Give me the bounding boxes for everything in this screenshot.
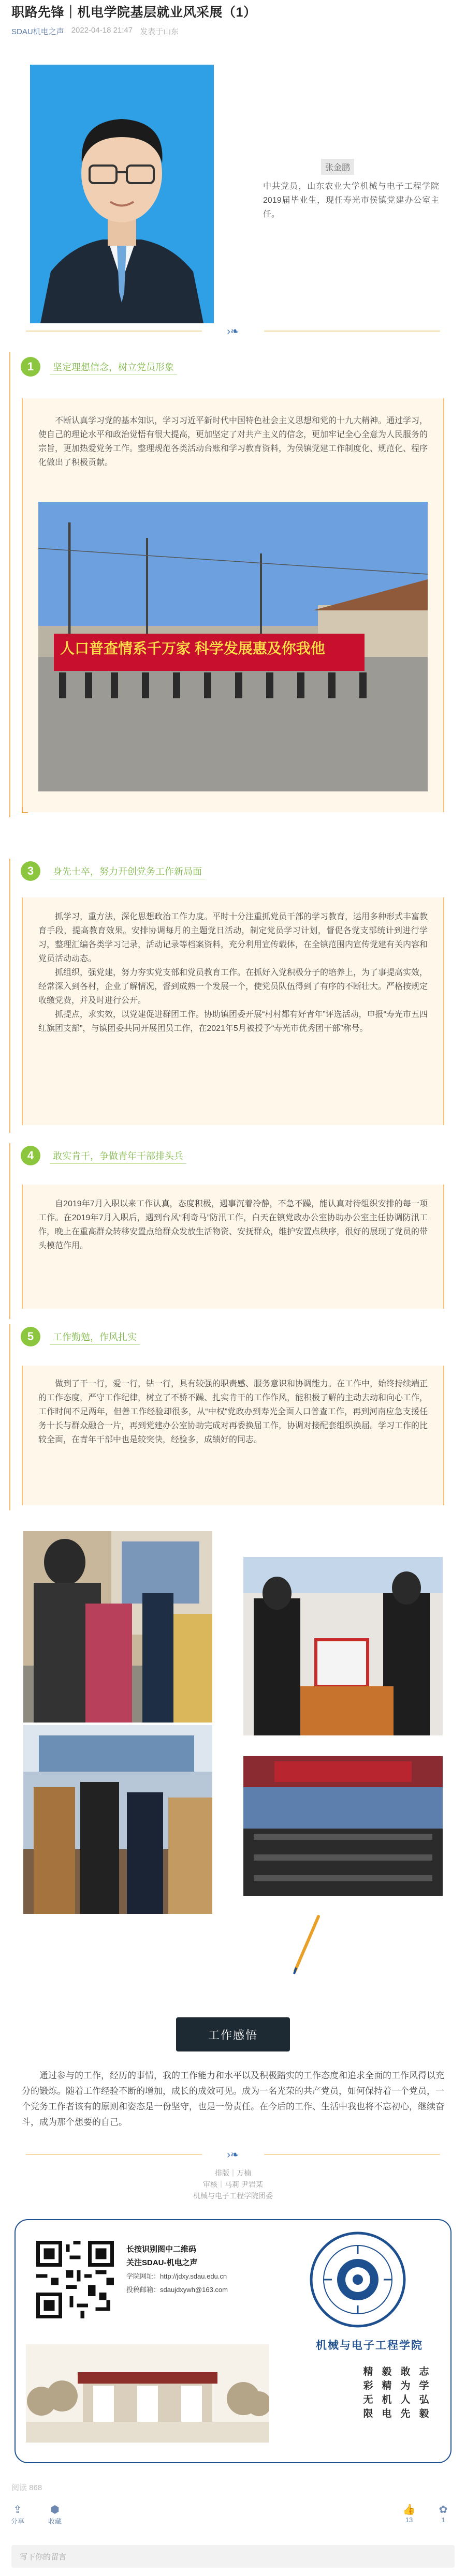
section-header-1 — [21, 357, 177, 377]
section-header-4 — [21, 1146, 186, 1165]
section-number: 5 — [21, 1327, 40, 1346]
section-header-5 — [21, 1327, 140, 1346]
section-paragraph: 抓学习，重方法，深化思想政治工作力度。平时十分注重抓党员干部的学习教育，运用多种形式丰富教育手段，提高教育效果。安排协调每月的主题党日活动，制定党员学习计划，督促各党支部统计到进行学习，整理汇编各类学习记录，活动记录等档案资料，充分利用宣传载体，在全镇范围内宣传党建有关内容和党员活动动态。 — [38, 912, 428, 963]
article-title: 职路先锋｜机电学院基层就业风采展（1） — [11, 5, 257, 20]
submission-email[interactable]: 投稿邮箱：sdaujdxywh@163.com — [126, 2286, 228, 2294]
section-label: 坚定理想信念，树立党员形象 — [50, 359, 177, 375]
section-label: 身先士卒，努力开创党务工作新局面 — [50, 863, 205, 879]
qr-code-icon[interactable] — [36, 2241, 114, 2318]
publish-datetime: 2022-04-18 21:47 — [71, 26, 133, 35]
leaf-icon: ›❧ — [227, 325, 239, 337]
qr-follow: 关注SDAU-机电之声 — [126, 2258, 198, 2267]
section-label: 工作勤勉，作风扎实 — [50, 1329, 140, 1345]
slogan-vertical-2: 敢为人先 — [400, 2367, 411, 2419]
section-card-4 — [22, 1185, 444, 1309]
section-paragraph: 自2019年7月入职以来工作认真，态度积极，遇事沉着冷静，不急不躁，能认真对待组织安排的每一项工作。在2019年7月入职后，遇到台风“利奇马”防汛工作，白天在镇党政办公室协助办公室主任协调防汛工作，晚上在重高群众转移安置点给群众发放生活物资、安抚群众，维护安置点秩序，很好的展现了党员的带头模范作用。 — [38, 1200, 428, 1250]
section-card-1 — [22, 398, 444, 812]
collage-photo-office — [23, 1725, 212, 1914]
section-paragraph: 抓提点，求实效，以党建促进群团工作。协助镇团委开展“村村都有好青年”评选活动，申报“寿光市五四红旗团支部”，与镇团委共同开展团员工作，在2021年5月被授予“寿光市优秀团干部”称号。 — [38, 1010, 428, 1033]
profile-name: 张金鹏 — [321, 159, 354, 175]
college-name: 机械与电子工程学院 — [316, 2340, 423, 2352]
college-footer-card — [14, 2219, 452, 2463]
college-seal-logo — [309, 2230, 407, 2329]
publish-location: 发表于山东 — [140, 27, 179, 36]
bottom-action-bar — [0, 2504, 466, 2535]
divider-ornament — [0, 2141, 466, 2167]
section-label: 敢实肯干，争做青年干部排头兵 — [50, 1148, 186, 1164]
share-button[interactable] — [2, 2504, 33, 2526]
section-paragraph: 抓组织，强党建，努力夯实党支部和党员教育工作。在抓好入党积极分子的培养上，为了事提高实效，经常深入到各村，企业了解情况，督到成熟一个发展一个，使党员队伍得到了有序的不断壮大。严格按规定收缴党费，并及时进行公开。 — [38, 968, 428, 1005]
college-website[interactable]: 学院网址：http://jdxy.sdau.edu.cn — [126, 2272, 227, 2280]
credits — [0, 2167, 466, 2201]
account-name[interactable]: SDAU机电之声 — [11, 27, 64, 36]
slogan-vertical-1: 志学弘毅 — [419, 2367, 429, 2419]
favorite-button[interactable] — [39, 2504, 70, 2526]
campus-gate-illustration — [26, 2344, 269, 2443]
article-meta — [11, 26, 179, 37]
divider-ornament — [0, 318, 466, 344]
section-card-3 — [22, 897, 444, 1125]
comment-input[interactable]: 写下你的留言 — [11, 2545, 455, 2568]
like-count: 13 — [405, 2516, 413, 2524]
wow-count: 1 — [441, 2516, 445, 2524]
section-header-3 — [21, 861, 205, 881]
profile-intro: 中共党员，山东农业大学机械与电子工程学院2019届毕业生，现任寿光市侯镇党建办公室主任。 — [263, 182, 439, 219]
census-photo — [38, 502, 428, 791]
section-number: 3 — [21, 861, 40, 881]
read-count: 阅读 868 — [11, 2483, 42, 2492]
section-card-5 — [22, 1366, 444, 1505]
favorite-label: 收藏 — [48, 2518, 62, 2525]
slogan-vertical-3: 毅精机电 — [382, 2367, 392, 2419]
slogan-vertical-4: 精彩无限 — [363, 2367, 373, 2419]
collage-photo-donation — [243, 1557, 443, 1735]
section-number: 4 — [21, 1146, 40, 1165]
credit-layout: 排版｜万楠 — [215, 2169, 251, 2177]
wow-button[interactable] — [428, 2504, 459, 2524]
feeling-text: 通过参与的工作，经历的事情，我的工作能力和水平以及积极踏实的工作态度和追求全面的工作风得以充分的锻炼。随着工作经验不断的增加，成长的成效可见。成为一名光荣的共产党员，如何保持着一个党员，一个党务工作者该有的原则和姿态是一份坚守，也是一份责任。在今后的工作、生活中我也将不忘初心，继续奋斗，成为那个想要的自己。 — [22, 2071, 444, 2127]
cube-icon: ⬢ — [50, 2504, 60, 2515]
like-button[interactable] — [394, 2504, 425, 2524]
collage-photo-census-visit — [23, 1531, 212, 1723]
feeling-tag: 工作感悟 — [176, 2017, 290, 2051]
qr-info — [126, 2243, 228, 2297]
pen-icon — [290, 1914, 321, 1976]
leaf-icon: ›❧ — [227, 2149, 239, 2161]
section-number: 1 — [21, 357, 40, 377]
portrait-photo — [30, 65, 214, 323]
credit-org: 机械与电子工程学院团委 — [193, 2192, 273, 2200]
banner-text: 人口普查情系千万家 科学发展惠及你我他 — [60, 640, 325, 656]
thumb-up-icon: 👍 — [402, 2504, 416, 2515]
share-label: 分享 — [10, 2518, 24, 2525]
section-paragraph: 做到了干一行，爱一行，钻一行，具有较强的职责感、服务意识和协调能力。在工作中，始终持续端正的工作态度，严守工作纪律，树立了不骄不躁、扎实肯干的工作作风，能积极了解的主动去动和向心工作，工作时间不足两年，但善工作经验却很多，从“中权”党政办到寿光全面人口普查工作，再到河南应急支援任务十长与群众融合一片，再到党建办公室协助完成对再委换届工作，协调对接配套组织换届。学习工作的比较全面，在青年干部中也是较突快，经验多，成绩好的同志。 — [38, 1380, 428, 1444]
collage-photo-meeting — [243, 1756, 443, 1896]
credit-review: 审核｜马莉 尹岩某 — [203, 2180, 263, 2189]
qr-title: 长按识别图中二维码 — [126, 2245, 197, 2254]
flower-icon: ✿ — [439, 2504, 448, 2515]
share-icon: ⇪ — [13, 2504, 22, 2515]
section-paragraph: 不断认真学习党的基本知识，学习习近平新时代中国特色社会主义思想和党的十九大精神。通过学习，使自己的理论水平和政治觉悟有很大提高，更加坚定了对共产主义的信念，更加牢记全心全意为人民服务的宗旨，更加热爱党务工作。整理规范各类活动台账和学习教育资料，为侯镇党建工作制度化、规范化、程序化做出了积极贡献。 — [38, 416, 428, 467]
